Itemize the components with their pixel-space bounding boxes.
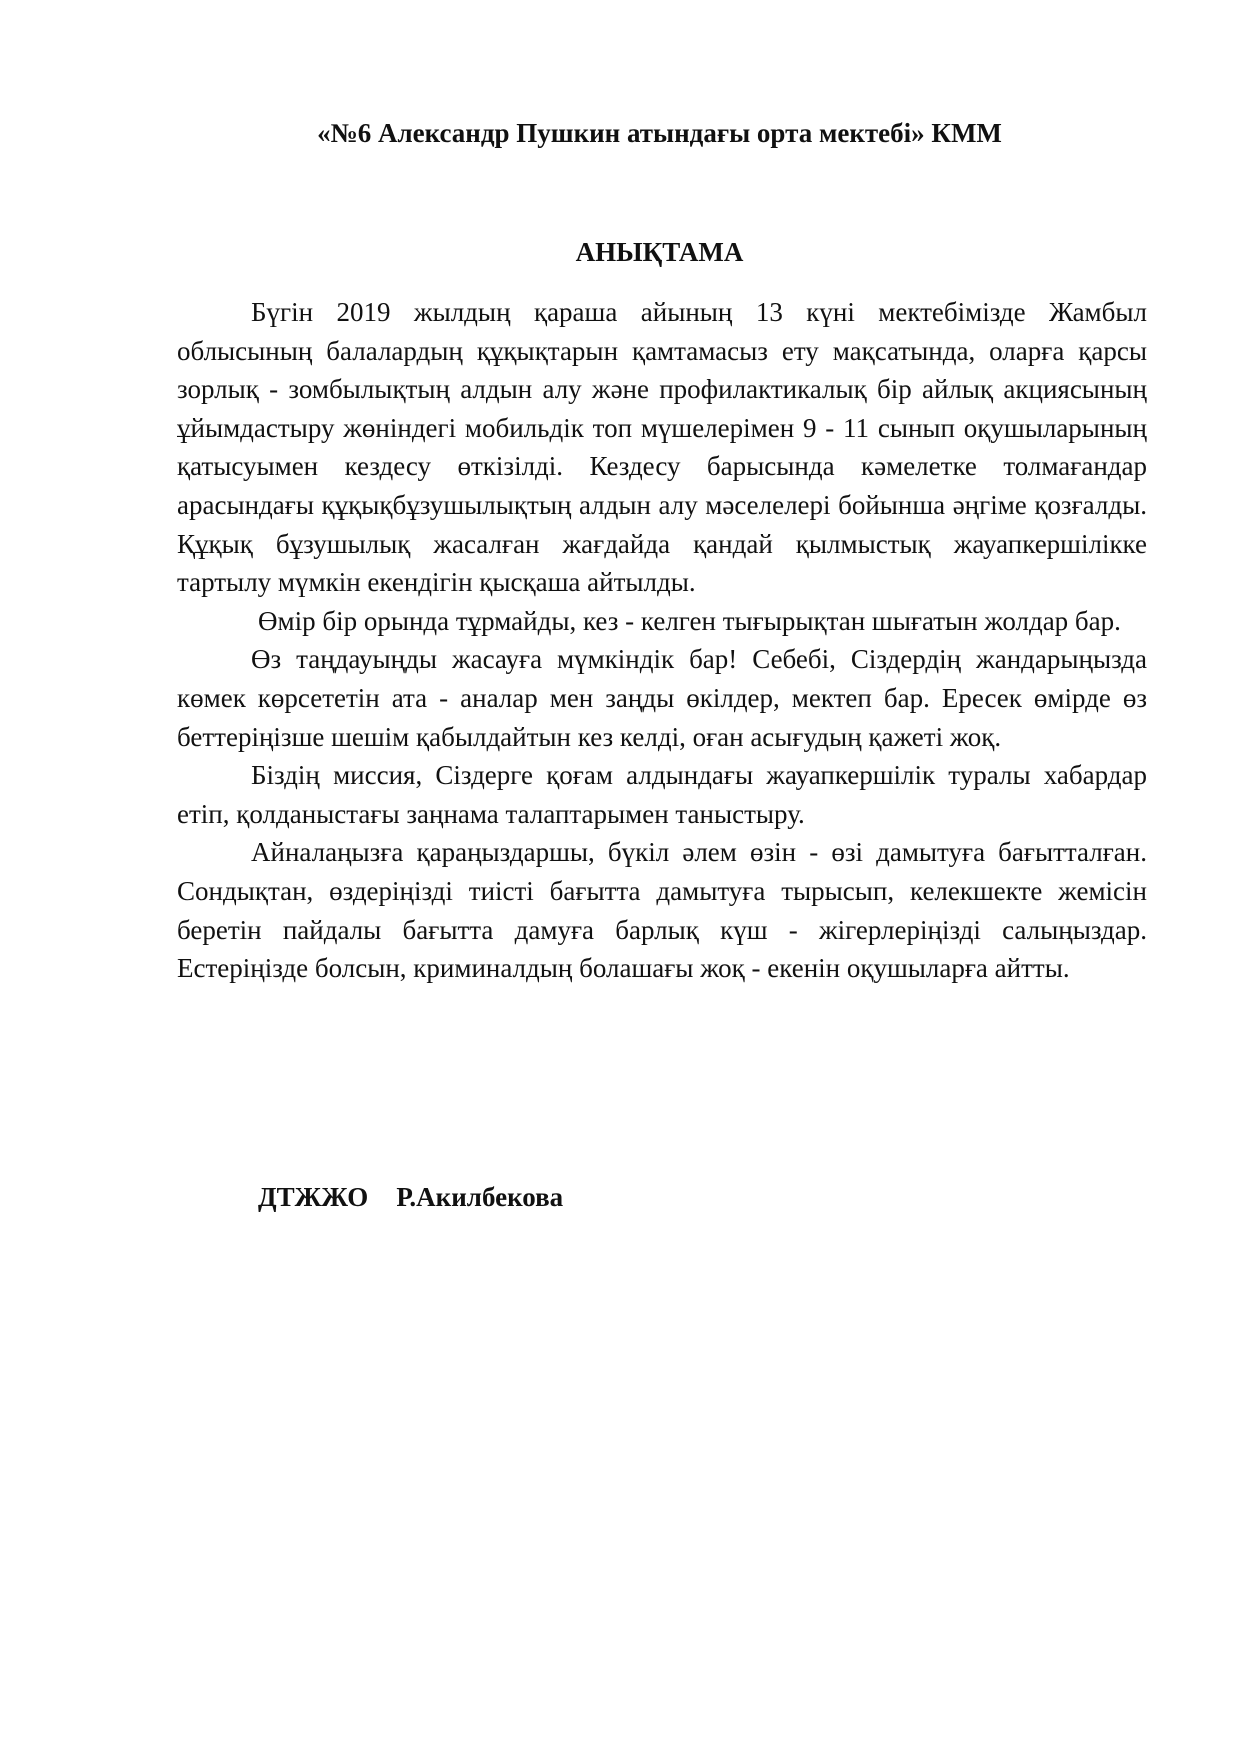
signature bbox=[258, 1182, 563, 1213]
paragraph-choice: Өз таңдауыңды жасауға мүмкіндік бар! Себебі, Сіздердің жандарыңызда көмек көрсететін ата - аналар мен заңды өкілдер, мектеп бар. Ересек өмірде өз беттеріңізше шешім қабылдайтын кез келді, оған асығудың қажеті жоқ. bbox=[177, 644, 1147, 752]
paragraph-world: Айналаңызға қараңыздаршы, бүкіл әлем өзін - өзі дамытуға бағытталған. Сондықтан, өздеріңізді тиісті бағытта дамытуға тырысып, келекшекте жемісін беретін пайдалы бағытта дамуға барлық күш - жігерлеріңізді салыңыздар. Естеріңізде болсын, криминалдың болашағы жоқ - екенін оқушыларға айтты. bbox=[177, 837, 1147, 984]
document-body bbox=[177, 293, 1147, 988]
school-header: «№6 Александр Пушкин атындағы орта мектебі» КММ bbox=[317, 118, 1002, 148]
document-title: АНЫҚТАМА bbox=[575, 237, 744, 267]
signature-position: ДТЖЖО bbox=[258, 1182, 369, 1212]
paragraph-mission: Біздің миссия, Сіздерге қоғам алдындағы жауапкершілік туралы хабардар етіп, қолданыстағы заңнама талаптарымен таныстыру. bbox=[177, 760, 1147, 829]
paragraph-life: Өмір бір орында тұрмайды, кез - келген тығырықтан шығатын жолдар бар. bbox=[258, 605, 1121, 636]
signature-name: Р.Акилбекова bbox=[396, 1182, 564, 1212]
paragraph-meeting: Бүгін 2019 жылдың қараша айының 13 күні мектебімізде Жамбыл облысының балалардың құқықтарын қамтамасыз ету мақсатында, оларға қарсы зорлық - зомбылықтың алдын алу және профилактикалық бір айлық акциясының ұйымдастыру жөніндегі мобильдік топ мүшелерімен 9 - 11 сынып оқушыларының қатысуымен кездесу өткізілді. Кездесу барысында кәмелетке толмағандар арасындағы құқықбұзушылықтың алдын алу мәселелері бойынша әңгіме қозғалды. Құқық бұзушылық жасалған жағдайда қандай қылмыстық жауапкершілікке тартылу мүмкін екендігін қысқаша айтылды. bbox=[177, 297, 1147, 598]
